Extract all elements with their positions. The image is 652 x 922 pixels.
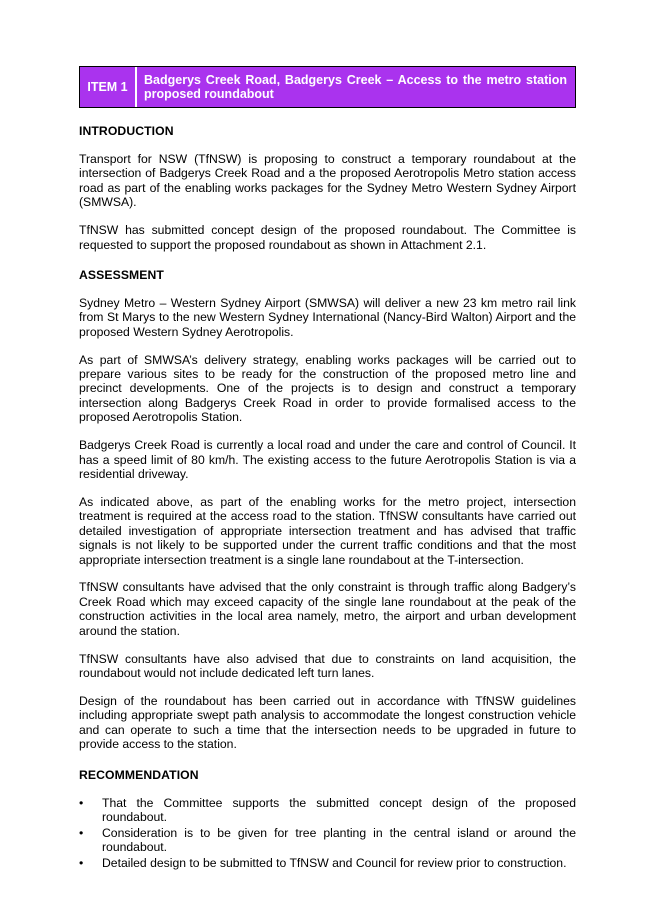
recommendation-list — [79, 796, 576, 871]
item-title: Badgerys Creek Road, Badgerys Creek – Access to the metro station proposed roundabout — [137, 67, 575, 107]
assessment-heading: ASSESSMENT — [79, 267, 164, 282]
bullet-icon: • — [79, 825, 84, 840]
assessment-paragraph: TfNSW consultants have advised that the only constraint is through traffic along Badgery’s Creek Road which may exceed capacity of the single lane roundabout at the peak of the construction activities in the local area namely, metro, the airport and urban development around the station. — [79, 580, 576, 638]
recommendation-heading: RECOMMENDATION — [79, 767, 199, 782]
assessment-paragraph: TfNSW consultants have also advised that due to constraints on land acquisition, the roundabout would not include dedicated left turn lanes. — [79, 651, 576, 680]
bullet-icon: • — [79, 795, 84, 810]
assessment-paragraph: Sydney Metro – Western Sydney Airport (SMWSA) will deliver a new 23 km metro rail link from St Marys to the new Western Sydney International (Nancy-Bird Walton) Airport and the proposed Western Sydney Aerotropolis. — [79, 295, 576, 339]
document-page — [79, 66, 576, 872]
list-item-text: That the Committee supports the submitted concept design of the proposed roundabout. — [102, 795, 576, 824]
assessment-paragraph: Badgerys Creek Road is currently a local road and under the care and control of Council. It has a speed limit of 80 km/h. The existing access to the future Aerotropolis Station is via a residential driveway. — [79, 438, 576, 481]
introduction-heading: INTRODUCTION — [79, 124, 174, 138]
introduction-paragraph: Transport for NSW (TfNSW) is proposing to construct a temporary roundabout at the intersection of Badgerys Creek Road and a the proposed Aerotropolis Metro station access road as part of the enabling works packages for the Sydney Metro Western Sydney Airport (SMWSA). — [79, 152, 576, 210]
assessment-paragraph: As indicated above, as part of the enabling works for the metro project, intersection treatment is required at the access road to the station. TfNSW consultants have carried out detailed investigation of appropriate intersection treatment and has advised that traffic signals is not likely to be supported under the current traffic conditions and that the most appropriate intersection treatment is a single lane roundabout at the T-intersection. — [79, 494, 576, 567]
list-item — [79, 856, 576, 870]
list-item — [79, 826, 576, 855]
item-header — [79, 66, 576, 108]
list-item-text: Detailed design to be submitted to TfNSW and Council for review prior to construction. — [102, 856, 567, 871]
list-item-text: Consideration is to be given for tree planting in the central island or around the roundabout. — [102, 825, 576, 855]
bullet-icon: • — [79, 856, 84, 871]
list-item — [79, 796, 576, 825]
item-number: ITEM 1 — [80, 67, 137, 107]
introduction-paragraph: TfNSW has submitted concept design of the proposed roundabout. The Committee is requested to support the proposed roundabout as shown in Attachment 2.1. — [79, 223, 576, 252]
assessment-paragraph: Design of the roundabout has been carried out in accordance with TfNSW guidelines including appropriate swept path analysis to accommodate the longest construction vehicle and can operate to such a time that the intersection needs to be upgraded in future to provide access to the station. — [79, 693, 576, 752]
assessment-paragraph: As part of SMWSA’s delivery strategy, enabling works packages will be carried out to prepare various sites to be ready for the construction of the proposed metro line and precinct developments. One of the projects is to design and construct a temporary intersection along Badgerys Creek Road in order to provide formalised access to the proposed Aerotropolis Station. — [79, 352, 576, 425]
